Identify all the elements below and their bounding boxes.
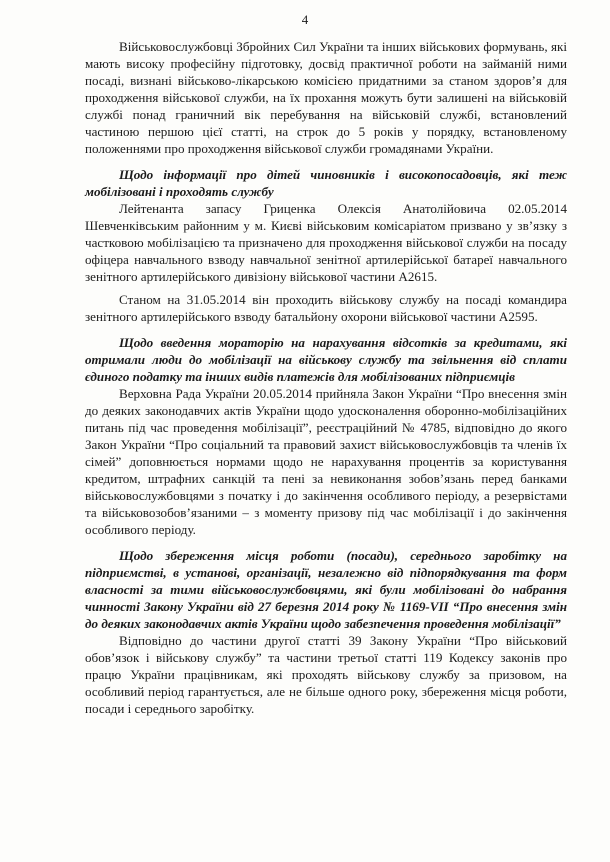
paragraph-article-39: Відповідно до частини другої статті 39 Закону України “Про військовий обов’язок і військову службу” та частини третьої статті 119 Кодексу законів про працю України працівникам, які проходять військову службу за призовом, на особливий період гарантується, але не більше одного року, збереження місця роботи, посади і середнього заробітку. [85, 633, 567, 716]
paragraph-current-post: Станом на 31.05.2014 він проходить військову службу на посаді командира зенітного артилерійського взводу батальйону охорони військової частини А2595. [85, 292, 567, 324]
paragraph-hrytsenko: Лейтенанта запасу Гриценка Олексія Анатолійовича 02.05.2014 Шевченківським районним у м. Києві військовим комісаріатом призвано у зв’язку з частковою мобілізацією та призначено для проходження військової служби на посаду офіцера навчального взводу навчальної зенітної артилерійської батареї навчального зенітного артилерійського дивізіону військової частини А2615. [85, 201, 567, 284]
heading-credit-moratorium: Щодо введення мораторію на нарахування відсотків за кредитами, які отримали люди до мобілізації на військову службу та звільнення від сплати єдиного податку та інших видів платежів для мобілізованих підприємців [85, 335, 567, 384]
page-number: 4 [301, 12, 309, 27]
paragraph-law-4785: Верховна Рада України 20.05.2014 прийняла Закон України “Про внесення змін до деяких законодавчих актів України щодо удосконалення оборонно-мобілізаційних питань під час проведення мобілізації”, реєстраційний № 4785, відповідно до якого Закон України “Про соціальний та правовий захист військовослужбовців та членів їх сімей” доповнюється нормами щодо не нарахування процентів за користування кредитом, штрафних санкцій та пені за невиконання зобов’язань перед банками військовослужбовцями з початку і до закінчення особливого періоду, а резервістами та військовозобов’язаними – з моменту призову під час мобілізації і до закінчення особливого періоду. [85, 386, 567, 537]
heading-officials-children: Щодо інформації про дітей чиновників і високопосадовців, які теж мобілізовані і проходять службу [85, 167, 567, 199]
heading-job-retention: Щодо збереження місця роботи (посади), середнього заробітку на підприємстві, в установі, організації, незалежно від підпорядкування та форм власності за тими військовослужбовцями, які були мобілізовані до набрання чинності Закону України від 27 березня 2014 року № 1169-VII “Про внесення змін до деяких законодавчих актів України щодо забезпечення проведення мобілізації” [85, 548, 567, 631]
paragraph-retention-rule: Військовослужбовці Збройних Сил України та інших військових формувань, які мають високу професійну підготовку, досвід практичної роботи на займаній ними посаді, визнані військово-лікарською комісією придатними за станом здоров’я для проходження військової служби, на їх прохання можуть бути залишені на військовій службі понад граничний вік перебування на військовій службі, встановлений частиною першою цієї статті, на строк до 5 років у порядку, встановленому положеннями про проходження військової служби громадянами України. [85, 39, 567, 156]
document-body [85, 38, 567, 717]
